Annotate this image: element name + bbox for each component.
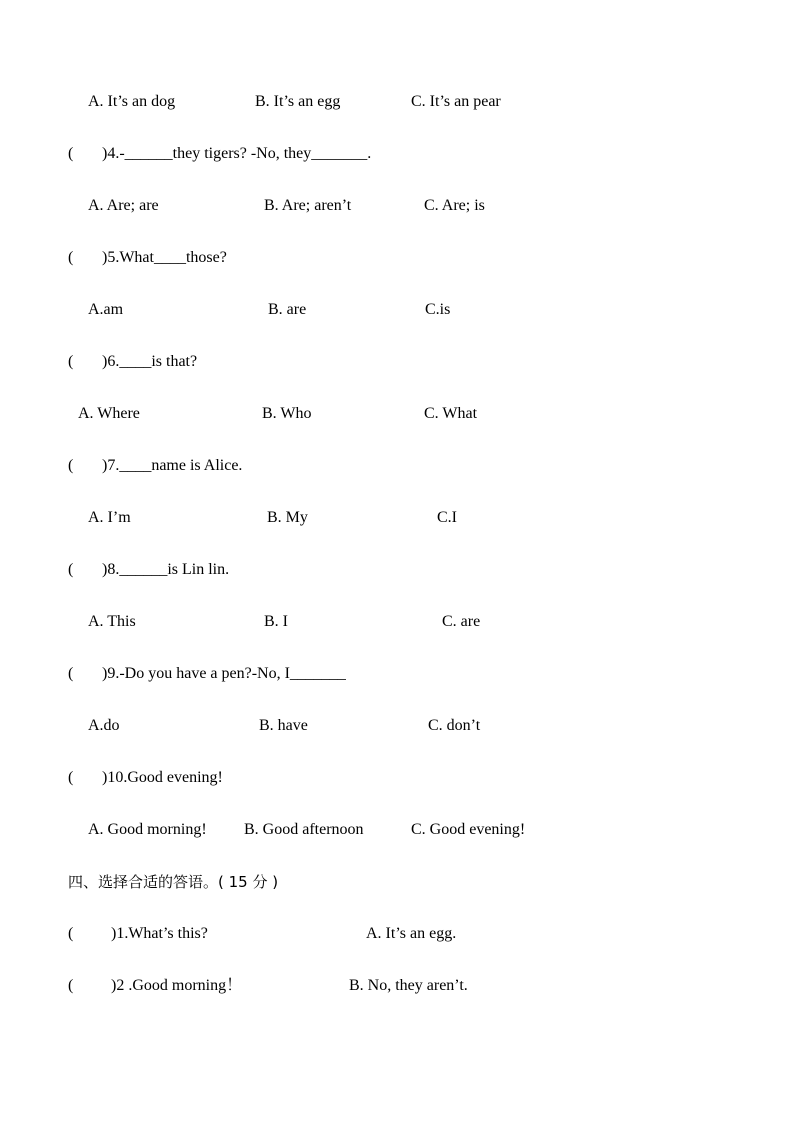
answer-paren: ( [68, 353, 74, 370]
question-stem: )4.-______they tigers? -No, they_______. [102, 145, 372, 162]
option-b: B. Good afternoon [244, 821, 364, 838]
option-c: C. What [424, 405, 478, 422]
answer-paren: ( [68, 457, 74, 474]
match-item-2 [0, 974, 794, 998]
option-a: A. This [88, 613, 136, 630]
question-9 [0, 662, 794, 686]
question-stem: )8.______is Lin lin. [102, 561, 230, 578]
answer-paren: ( [68, 145, 74, 162]
option-c: C. are [442, 613, 481, 630]
option-c: C. Good evening! [411, 821, 526, 838]
answer-option: B. No, they aren’t. [349, 977, 468, 994]
question-stem: )7.____name is Alice. [102, 457, 243, 474]
question-stem: )9.-Do you have a pen?-No, I_______ [102, 665, 346, 682]
question-5-options [0, 298, 794, 322]
question-10-options [0, 818, 794, 842]
option-a: A. Good morning! [88, 821, 207, 838]
option-a: A. Are; are [88, 197, 159, 214]
question-stem: )6.____is that? [102, 353, 198, 370]
question-8-options [0, 610, 794, 634]
option-b: B. have [259, 717, 308, 734]
option-c: C.I [437, 509, 457, 526]
question-6-options [0, 402, 794, 426]
option-a: A.do [88, 717, 120, 734]
question-4-options [0, 194, 794, 218]
question-stem: )10.Good evening! [102, 769, 223, 786]
question-stem: )5.What____those? [102, 249, 227, 266]
answer-paren: ( [68, 769, 74, 786]
option-a: A.am [88, 301, 124, 318]
answer-paren: ( [68, 561, 74, 578]
question-stem: )2 .Good morning！ [111, 977, 243, 994]
option-a: A. Where [78, 405, 140, 422]
answer-paren: ( [68, 977, 74, 994]
answer-option: A. It’s an egg. [366, 925, 457, 942]
section-4-heading-row [0, 870, 794, 894]
question-6 [0, 350, 794, 374]
question-5 [0, 246, 794, 270]
option-c: C. don’t [428, 717, 481, 734]
question-4 [0, 142, 794, 166]
q3-options [0, 90, 794, 114]
option-b: B. I [264, 613, 288, 630]
question-stem: )1.What’s this? [111, 925, 208, 942]
answer-paren: ( [68, 249, 74, 266]
answer-paren: ( [68, 665, 74, 682]
question-7-options [0, 506, 794, 530]
question-10 [0, 766, 794, 790]
match-item-1 [0, 922, 794, 946]
option-c: C. Are; is [424, 197, 485, 214]
option-b: B. My [267, 509, 308, 526]
option-c: C. It’s an pear [411, 93, 501, 110]
option-b: B. It’s an egg [255, 93, 341, 110]
option-b: B. Who [262, 405, 312, 422]
option-b: B. are [268, 301, 307, 318]
option-a: A. I’m [88, 509, 131, 526]
question-7 [0, 454, 794, 478]
question-8 [0, 558, 794, 582]
section-heading: 四、选择合适的答语。( 15 分 ) [68, 873, 279, 891]
option-a: A. It’s an dog [88, 93, 176, 110]
option-b: B. Are; aren’t [264, 197, 352, 214]
option-c: C.is [425, 301, 451, 318]
question-9-options [0, 714, 794, 738]
answer-paren: ( [68, 925, 74, 942]
